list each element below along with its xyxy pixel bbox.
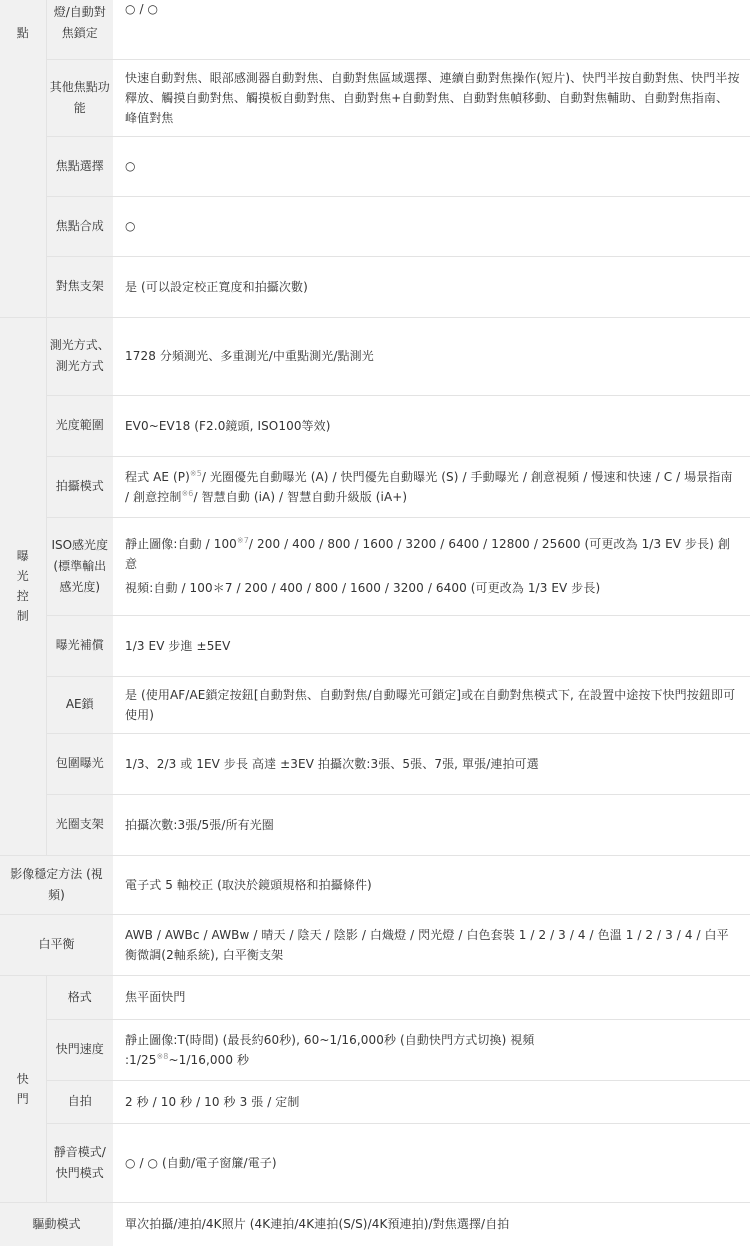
row-value-focus-bracket: 是 (可以設定校正寬度和拍攝次數) bbox=[113, 256, 750, 317]
group-char: 制 bbox=[16, 609, 29, 623]
row-value-exp-bracket: 1/3、2/3 或 1EV 步長 高達 ±3EV 拍攝次數:3張、5張、7張, 單張/連拍可選 bbox=[113, 733, 750, 794]
table-row bbox=[0, 317, 750, 395]
table-row bbox=[0, 733, 750, 794]
table-row bbox=[0, 855, 750, 914]
row-label-shutter-format: 格式 bbox=[46, 975, 113, 1019]
group-label-shutter bbox=[0, 975, 46, 1202]
table-row bbox=[0, 136, 750, 196]
group-char: 光 bbox=[16, 569, 29, 583]
row-value-af-lock: ○ / ○ bbox=[125, 2, 159, 16]
row-label-metering-range: 光度範圍 bbox=[46, 395, 113, 456]
iso-video-line: 視頻:自動 / 100＊7 / 200 / 400 / 800 / 1600 / 3200 / 6400 (可更改為 1/3 EV 步長) bbox=[125, 581, 601, 595]
table-row bbox=[0, 1202, 750, 1246]
row-value-stabilization: 電子式 5 軸校正 (取決於鏡頭規格和拍攝條件) bbox=[113, 855, 750, 914]
row-label-metering: 測光方式、測光方式 bbox=[46, 317, 113, 395]
table-row bbox=[0, 395, 750, 456]
iso-still-text-b: / 200 / 400 / 800 / 1600 / 3200 / 6400 / 12800 / 25600 (可更改為 1/3 EV 步長) 創意 bbox=[125, 537, 730, 571]
table-row bbox=[0, 59, 750, 136]
group-char: 門 bbox=[16, 1091, 29, 1106]
row-label-aperture-bracket: 光圈支架 bbox=[46, 794, 113, 855]
table-row bbox=[0, 794, 750, 855]
row-label-self-timer: 自拍 bbox=[46, 1080, 113, 1123]
group-label-exposure-text bbox=[1, 546, 45, 626]
row-label-shutter-speed: 快門速度 bbox=[46, 1019, 113, 1080]
group-label-exposure bbox=[0, 317, 46, 855]
row-label-other-af: 其他焦點功能 bbox=[46, 59, 113, 136]
footnote-ref: ※8 bbox=[156, 1051, 169, 1061]
shutter-speed-text-b: ~1/16,000 秒 bbox=[168, 1052, 250, 1067]
row-label-focus-stack: 焦點合成 bbox=[46, 196, 113, 256]
row-label-shooting-mode: 拍攝模式 bbox=[46, 456, 113, 517]
row-value-shutter-speed bbox=[113, 1019, 750, 1080]
table-row bbox=[0, 1123, 750, 1202]
group-label-focus bbox=[0, 0, 46, 317]
row-value-white-balance: AWB / AWBc / AWBw / 晴天 / 陰天 / 陰影 / 白熾燈 / 閃光燈 / 白色套裝 1 / 2 / 3 / 4 / 色溫 1 / 2 / 3 / 4 / 白平衡微調(2軸系統), 白平衡支架 bbox=[113, 914, 750, 975]
shutter-speed-text-a: :1/25 bbox=[125, 1052, 157, 1067]
row-label-silent-mode: 靜音模式/快門模式 bbox=[46, 1123, 113, 1202]
shutter-speed-line-2 bbox=[125, 1050, 740, 1070]
row-label-exp-comp: 曝光補償 bbox=[46, 615, 113, 676]
row-label-ae-lock: AE鎖 bbox=[46, 676, 113, 733]
row-value-silent-mode: ○ / ○ (自動/電子窗簾/電子) bbox=[113, 1123, 750, 1202]
table-row bbox=[0, 256, 750, 317]
shooting-mode-text-a: 程式 AE (P) bbox=[125, 469, 190, 484]
row-label-exp-bracket: 包圍曝光 bbox=[46, 733, 113, 794]
row-value-ae-lock: 是 (使用AF/AE鎖定按鈕[自動對焦、自動對焦/自動曝光可鎖定]或在自動對焦模式下, 在設置中途按下快門按鈕即可使用) bbox=[113, 676, 750, 733]
table-row bbox=[0, 196, 750, 256]
row-value-focus-stack: ○ bbox=[113, 196, 750, 256]
iso-still-line bbox=[125, 534, 740, 574]
table-row bbox=[0, 676, 750, 733]
row-value-exp-comp: 1/3 EV 步進 ±5EV bbox=[113, 615, 750, 676]
table-row bbox=[0, 615, 750, 676]
shutter-speed-line-1: 靜止圖像:T(時間) (最長約60秒), 60~1/16,000秒 (自動快門方式切換) 視頻 bbox=[125, 1032, 535, 1047]
iso-still-text-a: 靜止圖像:自動 / 100 bbox=[125, 537, 237, 551]
row-value-metering-range: EV0~EV18 (F2.0鏡頭, ISO100等效) bbox=[113, 395, 750, 456]
group-label-text: 點 bbox=[16, 26, 29, 40]
row-value-shooting-mode bbox=[113, 456, 750, 517]
table-row bbox=[0, 456, 750, 517]
row-value-other-af: 快速自動對焦、眼部感測器自動對焦、自動對焦區域選擇、連續自動對焦操作(短片)、快門半按自動對焦、快門半按釋放、觸摸自動對焦、觸摸板自動對焦、自動對焦+自動對焦、自動對焦幀移動、自動對焦輔助、自動對焦指南、峰值對焦 bbox=[113, 59, 750, 136]
row-label-drive-mode: 驅動模式 bbox=[0, 1202, 113, 1246]
table-row bbox=[0, 0, 750, 59]
row-value-iso bbox=[113, 517, 750, 615]
row-value-focus-select: ○ bbox=[113, 136, 750, 196]
row-label-focus-select: 焦點選擇 bbox=[46, 136, 113, 196]
table-row bbox=[0, 1080, 750, 1123]
group-label-shutter-text bbox=[1, 1069, 45, 1109]
footnote-ref: ※7 bbox=[236, 536, 249, 545]
row-label-af-lock: 燈/自動對焦鎖定 bbox=[46, 0, 113, 59]
row-label-focus-bracket: 對焦支架 bbox=[46, 256, 113, 317]
shooting-mode-text-b: / 光圈優先自動曝光 (A) / 快門優先自動曝光 (S) / 手動曝光 / 創意視頻 / 慢速和快速 / C / 場景指南 / 創意控制 bbox=[125, 469, 733, 504]
group-char: 曝 bbox=[16, 549, 29, 563]
footnote-ref: ※6 bbox=[181, 488, 194, 498]
shooting-mode-text-c: / 智慧自動 (iA) / 智慧自動升級版 (iA+) bbox=[193, 489, 408, 504]
row-value-shutter-format: 焦平面快門 bbox=[113, 975, 750, 1019]
table-row bbox=[0, 914, 750, 975]
row-value-metering: 1728 分頻測光、多重測光/中重點測光/點測光 bbox=[113, 317, 750, 395]
table-row bbox=[0, 1019, 750, 1080]
row-label-stabilization: 影像穩定方法 (視頻) bbox=[0, 855, 113, 914]
footnote-ref: ※5 bbox=[189, 468, 202, 478]
row-value-aperture-bracket: 拍攝次數:3張/5張/所有光圈 bbox=[113, 794, 750, 855]
table-row bbox=[0, 975, 750, 1019]
row-label-white-balance: 白平衡 bbox=[0, 914, 113, 975]
table-row bbox=[0, 517, 750, 615]
row-value-self-timer: 2 秒 / 10 秒 / 10 秒 3 張 / 定制 bbox=[113, 1080, 750, 1123]
row-label-iso: ISO感光度(標準輸出感光度) bbox=[46, 517, 113, 615]
group-char: 快 bbox=[16, 1071, 29, 1086]
row-value-drive-mode: 單次拍攝/連拍/4K照片 (4K連拍/4K連拍(S/S)/4K預連拍)/對焦選擇/自拍 bbox=[113, 1202, 750, 1246]
group-char: 控 bbox=[16, 589, 29, 603]
